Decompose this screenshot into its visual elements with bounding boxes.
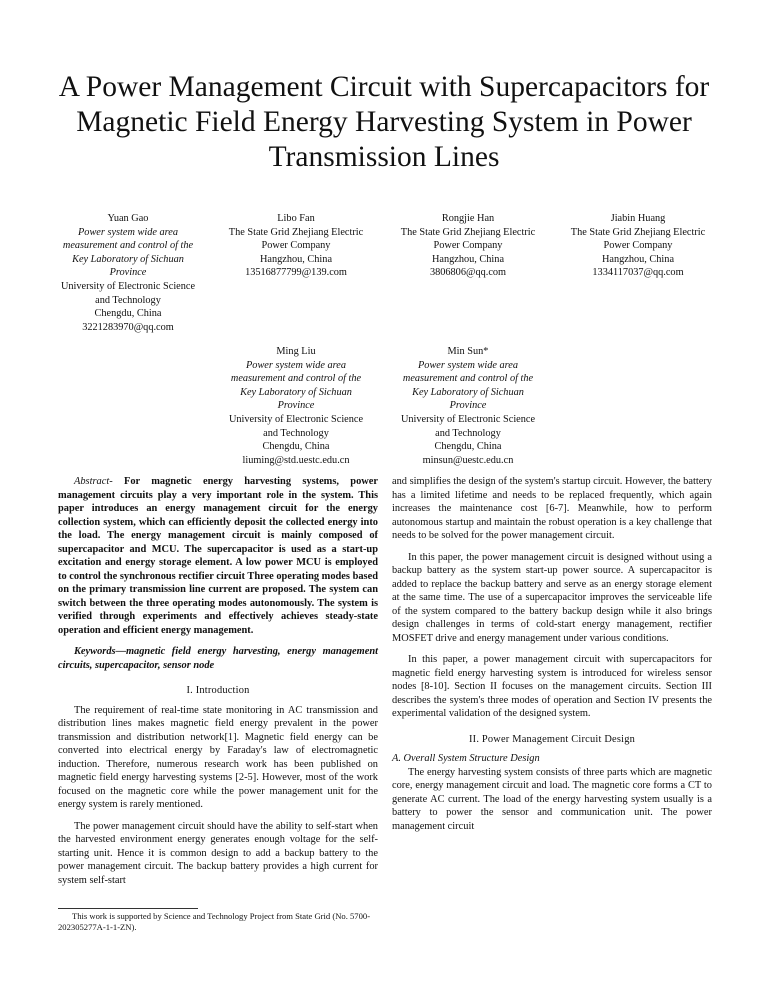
subsection-heading: A. Overall System Structure Design xyxy=(392,753,540,764)
author-affiliation: The State Grid Zhejiang Electric xyxy=(570,226,706,238)
paper-title: A Power Management Circuit with Supercapacitors for Magnetic Field Energy Harvesting System in Power Transmission Lines xyxy=(58,71,710,173)
abstract-text: For magnetic energy harvesting systems, power management circuits play a very important role in the system. This paper introduces an energy management circuit for the energy collection system, which can efficiently deposit the collected energy into the load. The energy management circuit is mainly composed of supercapacitor and MCU. The supercapacitor is used as a start-up excitation and energy storage element. A low power MCU is employed to control the synchronous rectifier circuit Three operating modes based on the primary transmission line current are proposed. The system can switch between the three operating modes autonomously. The system is verified through experiments and effectively achieves steady-state operation and efficient energy management. xyxy=(58,476,378,636)
author-affiliation: measurement and control of the xyxy=(402,373,534,385)
paragraph: In this paper, the power management circuit is designed without using a backup battery as the system start-up power source. A supercapacitor is added to replace the backup battery and serve as an energy storage element at the same time. The use of a supercapacitor improves the serviceable life of the system compared to the battery backup design while it also brings design challenges in terms of cold-start energy management, rectifier MOSFET drive and energy management under various conditions. xyxy=(392,551,712,644)
author-block xyxy=(211,345,381,467)
paragraph: The requirement of real-time state monitoring in AC transmission and distribution lines makes magnetic field energy prevalent in the power transmission and distribution network[1]. Magnetic field energy can be converted into electrical energy by Faraday's law of electromagnetic induction. Therefore, numerous research work has been published on magnetic field energy harvesting systems [2-5]. However, most of the work focused on the magnetic core while the power management unit for the energy system is rarely mentioned. xyxy=(58,704,378,810)
author-block xyxy=(43,212,213,334)
author-location: Hangzhou, China xyxy=(601,253,675,265)
author-name: Ming Liu xyxy=(276,346,316,357)
author-affiliation: University of Electronic Science xyxy=(60,280,196,292)
author-block xyxy=(383,345,553,467)
author-affiliation: and Technology xyxy=(435,427,501,439)
author-affiliation: University of Electronic Science xyxy=(228,413,364,425)
author-email: 13516877799@139.com xyxy=(245,267,347,279)
paragraph: and simplifies the design of the system's startup circuit. However, the battery has a limited lifetime and needs to be replaced frequently, which again increases the maintenance cost [6-7]. Meanwhile, how to perform autonomous startup and maintain the robust operation is a key challenge that needs to be solved for the power management circuit. xyxy=(392,476,712,541)
author-affiliation: Power Company xyxy=(261,240,331,252)
right-column xyxy=(392,475,712,833)
abstract xyxy=(58,475,378,637)
author-location: Chengdu, China xyxy=(434,441,502,453)
author-affiliation: Province xyxy=(449,400,487,412)
paragraph: In this paper, a power management circuit with supercapacitors for magnetic field energy harvesting system is introduced for wireless sensor nodes [8-10]. Section II focuses on the management circuits. Section III describes the system's three modes of operation and Section IV presents the experimental validation of the designed system. xyxy=(392,654,712,719)
author-affiliation: Power system wide area xyxy=(246,359,346,371)
footnote: This work is supported by Science and Technology Project from State Grid (No. 5700-202305277A-1-1-ZN). xyxy=(58,911,371,932)
paragraph: The power management circuit should have the ability to self-start when the harvested environment energy generates enough voltage for the self-starting unit. Hence it is common design to add a backup battery to the power management circuit. The backup battery provides a high current for system self-start xyxy=(58,820,378,886)
author-location: Hangzhou, China xyxy=(259,253,333,265)
author-affiliation: The State Grid Zhejiang Electric xyxy=(228,226,364,238)
author-email: liuming@std.uestc.edu.cn xyxy=(242,454,350,466)
author-affiliation: Province xyxy=(277,400,315,412)
author-block xyxy=(553,212,723,280)
paragraph: The energy harvesting system consists of three parts which are magnetic core, energy management circuit and load. The magnetic core forms a CT to generate AC current. The load of the energy harvesting system usually is a battery to power the sensor and communication unit. The power management circuit xyxy=(392,766,712,832)
left-column xyxy=(58,475,378,887)
author-affiliation: The State Grid Zhejiang Electric xyxy=(400,226,536,238)
author-name: Libo Fan xyxy=(277,213,315,224)
author-location: Hangzhou, China xyxy=(431,253,505,265)
author-email: 1334117037@qq.com xyxy=(592,267,684,279)
author-affiliation: and Technology xyxy=(263,427,329,439)
abstract-lead: Abstract- xyxy=(74,476,113,487)
author-affiliation: measurement and control of the xyxy=(62,240,194,252)
author-name: Jiabin Huang xyxy=(610,213,666,224)
author-email: 3806806@qq.com xyxy=(429,267,507,279)
author-block xyxy=(383,212,553,280)
author-affiliation: Key Laboratory of Sichuan xyxy=(240,386,352,398)
author-affiliation: Power Company xyxy=(603,240,673,252)
footnote-rule xyxy=(58,908,198,909)
author-block xyxy=(211,212,381,280)
author-affiliation: measurement and control of the xyxy=(230,373,362,385)
author-affiliation: Key Laboratory of Sichuan xyxy=(412,386,524,398)
author-affiliation: and Technology xyxy=(95,294,161,306)
author-affiliation: Power Company xyxy=(433,240,503,252)
author-affiliation: Power system wide area xyxy=(78,226,178,238)
keywords: Keywords—magnetic field energy harvesting, energy management circuits, supercapacitor, sensor node xyxy=(58,646,378,671)
author-email: minsun@uestc.edu.cn xyxy=(422,454,514,466)
author-affiliation: University of Electronic Science xyxy=(400,413,536,425)
author-name: Rongjie Han xyxy=(441,213,495,224)
author-affiliation: Key Laboratory of Sichuan xyxy=(72,253,184,265)
author-email: 3221283970@qq.com xyxy=(82,321,174,333)
author-name: Min Sun* xyxy=(447,346,489,357)
section-heading-power-management: II. Power Management Circuit Design xyxy=(469,733,635,745)
author-affiliation: Power system wide area xyxy=(418,359,518,371)
author-location: Chengdu, China xyxy=(94,308,162,320)
section-heading-introduction: I. Introduction xyxy=(186,685,250,696)
author-name: Yuan Gao xyxy=(107,213,149,224)
author-location: Chengdu, China xyxy=(262,441,330,453)
author-affiliation: Province xyxy=(109,267,147,279)
